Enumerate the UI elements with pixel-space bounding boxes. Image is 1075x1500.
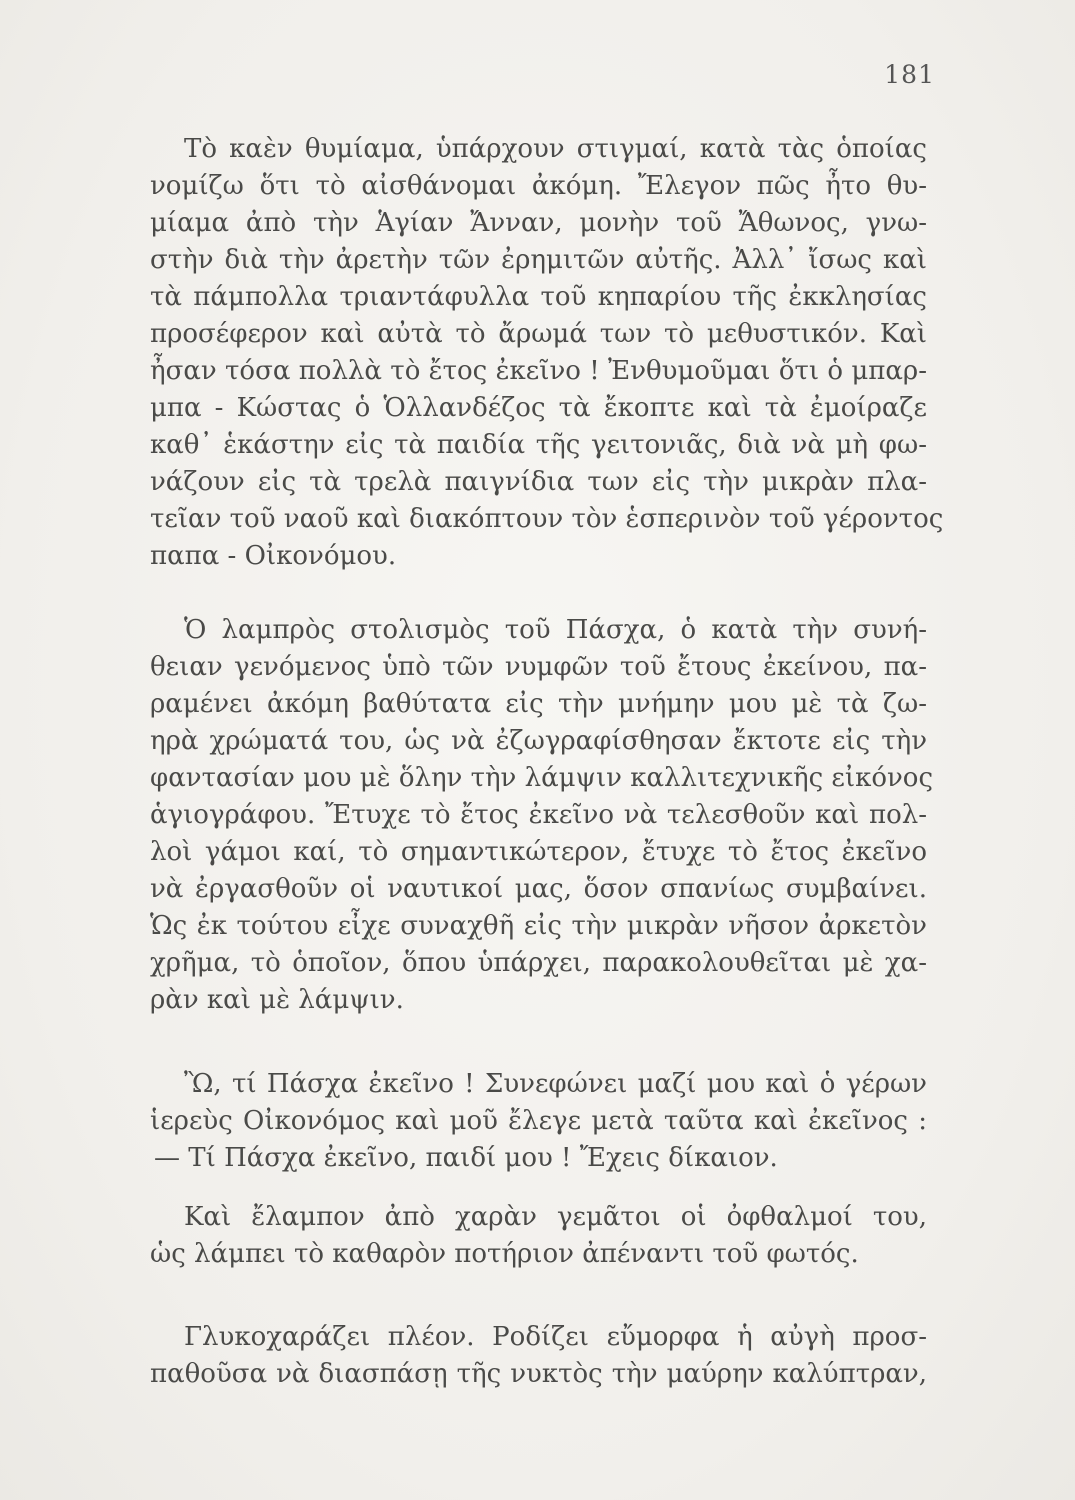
text-line: νὰ ἐργασθοῦν οἱ ναυτικοί μας, ὅσον σπανίως συμβαίνει. xyxy=(150,874,927,904)
text-line: θειαν γενόμενος ὑπὸ τῶν νυμφῶν τοῦ ἔτους ἐκείνου, πα- xyxy=(150,652,927,682)
text-line: νάζουν εἰς τὰ τρελὰ παιγνίδια των εἰς τὴν μικρὰν πλα- xyxy=(150,467,927,497)
text-line: Καὶ ἔλαμπον ἀπὸ χαρὰν γεμᾶτοι οἱ ὀφθαλμοί του, xyxy=(184,1202,927,1232)
text-line: χρῆμα, τὸ ὁποῖον, ὅπου ὑπάρχει, παρακολουθεῖται μὲ χα- xyxy=(150,948,927,978)
dialog-line: — Τί Πάσχα ἐκεῖνο, παιδί μου ! Ἔχεις δίκαιον. xyxy=(154,1143,778,1173)
text-line: μπα - Κώστας ὁ Ὁλλανδέζος τὰ ἔκοπτε καὶ τὰ ἐμοίραζε xyxy=(150,393,927,423)
text-line: στὴν διὰ τὴν ἀρετὴν τῶν ἐρημιτῶν αὐτῆς. Ἀλλ᾽ ἴσως καὶ xyxy=(150,245,927,275)
text-line: παθοῦσα νὰ διασπάσῃ τῆς νυκτὸς τὴν μαύρην καλύπτραν, xyxy=(150,1359,927,1389)
paragraph-4 xyxy=(150,1199,927,1273)
text-line: τεῖαν τοῦ ναοῦ καὶ διακόπτουν τὸν ἑσπερινὸν τοῦ γέροντος xyxy=(150,504,944,534)
text-line: προσέφερον καὶ αὐτὰ τὸ ἄρωμά των τὸ μεθυστικόν. Καὶ xyxy=(150,319,927,349)
text-line: Τὸ καὲν θυμίαμα, ὑπάρχουν στιγμαί, κατὰ τὰς ὁποίας xyxy=(184,134,927,164)
text-line: ραμένει ἀκόμη βαθύτατα εἰς τὴν μνήμην μου μὲ τὰ ζω- xyxy=(150,689,927,719)
text-line: Ὢ, τί Πάσχα ἐκεῖνο ! Συνεφώνει μαζί μου καὶ ὁ γέρων xyxy=(184,1069,927,1099)
paragraph-5 xyxy=(150,1319,927,1393)
text-line: Γλυκοχαράζει πλέον. Ροδίζει εὔμορφα ἡ αὐγὴ προσ- xyxy=(184,1322,927,1352)
text-line: καθ᾽ ἑκάστην εἰς τὰ παιδία τῆς γειτονιᾶς, διὰ νὰ μὴ φω- xyxy=(150,430,927,460)
text-line: φαντασίαν μου μὲ ὅλην τὴν λάμψιν καλλιτεχνικῆς εἰκόνος xyxy=(150,763,934,793)
text-line: ηρὰ χρώματά του, ὡς νὰ ἐζωγραφίσθησαν ἔκτοτε εἰς τὴν xyxy=(150,726,927,756)
text-line: Ὡς ἐκ τούτου εἶχε συναχθῆ εἰς τὴν μικρὰν νῆσον ἀρκετὸν xyxy=(150,911,927,941)
text-line: ὡς λάμπει τὸ καθαρὸν ποτήριον ἀπέναντι τοῦ φωτός. xyxy=(150,1239,859,1269)
paragraph-3 xyxy=(150,1066,927,1177)
paragraph-2 xyxy=(150,612,934,1019)
text-line: μίαμα ἀπὸ τὴν Ἁγίαν Ἄνναν, μονὴν τοῦ Ἄθωνος, γνω- xyxy=(150,208,927,238)
text-line: ἁγιογράφου. Ἔτυχε τὸ ἔτος ἐκεῖνο νὰ τελεσθοῦν καὶ πολ- xyxy=(150,800,927,830)
text-line: λοὶ γάμοι καί, τὸ σημαντικώτερον, ἔτυχε τὸ ἔτος ἐκεῖνο xyxy=(150,837,927,867)
text-line: τὰ πάμπολλα τριαντάφυλλα τοῦ κηπαρίου τῆς ἐκκλησίας xyxy=(150,282,927,312)
text-line: ἱερεὺς Οἰκονόμος καὶ μοῦ ἔλεγε μετὰ ταῦτα καὶ ἐκεῖνος : xyxy=(150,1106,927,1136)
text-line: παπα - Οἰκονόμου. xyxy=(150,541,397,571)
text-line: ἦσαν τόσα πολλὰ τὸ ἔτος ἐκεῖνο ! Ἐνθυμοῦμαι ὅτι ὁ μπαρ- xyxy=(150,356,927,386)
text-line: ρὰν καὶ μὲ λάμψιν. xyxy=(150,985,404,1015)
paragraph-1 xyxy=(150,131,944,575)
text-line: Ὁ λαμπρὸς στολισμὸς τοῦ Πάσχα, ὁ κατὰ τὴν συνή- xyxy=(184,615,927,645)
text-line: νομίζω ὅτι τὸ αἰσθάνομαι ἀκόμη. Ἔλεγον πῶς ἦτο θυ- xyxy=(150,171,927,201)
page-number: 181 xyxy=(884,60,935,89)
